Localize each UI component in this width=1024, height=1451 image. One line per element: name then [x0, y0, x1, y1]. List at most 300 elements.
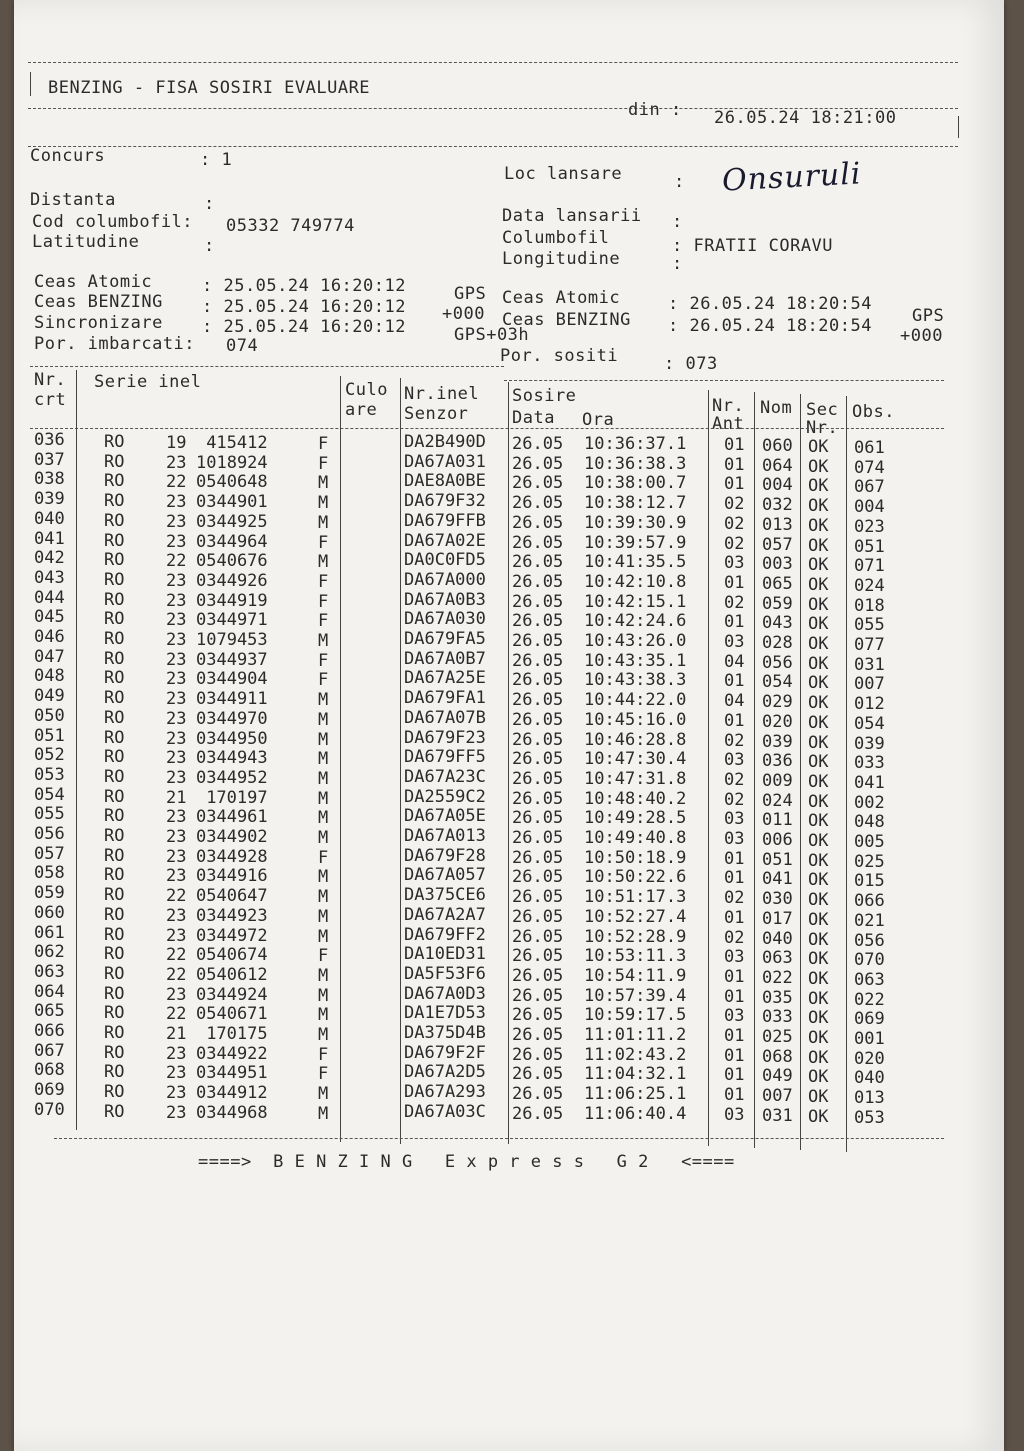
ceas-benzing-end-suffix: +000 — [900, 326, 943, 346]
cell-sex: M — [318, 493, 329, 514]
cell-an: 23 — [166, 1043, 187, 1064]
cell-an: 23 — [166, 669, 187, 690]
cell-senzor: DAE8A0BE — [404, 471, 486, 492]
cell-ant: 01 — [724, 868, 745, 889]
cell-sec: OK — [808, 870, 829, 891]
cell-tara: RO — [104, 766, 125, 787]
cell-inel: 0344902 — [196, 827, 268, 847]
cell-crt: 062 — [34, 942, 65, 963]
cell-sex: M — [318, 552, 329, 573]
cell-ant: 01 — [724, 612, 745, 633]
cell-inel: 170197 — [206, 787, 268, 808]
report-title: BENZING - FISA SOSIRI EVALUARE — [48, 78, 371, 98]
cell-sex: M — [318, 768, 329, 789]
cell-crt: 070 — [34, 1099, 65, 1120]
cell-senzor: DA67A293 — [404, 1082, 486, 1103]
cell-inel: 0344950 — [196, 728, 268, 749]
cell-sec: OK — [808, 791, 829, 812]
cell-data: 26.05 — [512, 532, 564, 553]
table-row — [14, 705, 1004, 734]
cell-obs: 024 — [854, 575, 885, 596]
cell-an: 23 — [166, 452, 187, 473]
header-senzor: Senzor — [404, 404, 469, 424]
cell-data: 26.05 — [512, 709, 564, 730]
cell-an: 22 — [166, 1004, 187, 1025]
cell-inel: 415412 — [206, 433, 268, 453]
cell-obs: 055 — [854, 615, 885, 636]
cell-inel: 0540676 — [196, 551, 268, 572]
cell-senzor: DA2B490D — [404, 432, 486, 452]
cell-data: 26.05 — [512, 434, 564, 454]
cell-data: 26.05 — [512, 946, 564, 967]
cell-ora: 10:43:35.1 — [584, 650, 687, 671]
longitudine-sep: : — [672, 254, 683, 274]
concurs-label: Concurs — [30, 146, 106, 166]
table-bottom-rule — [54, 1138, 944, 1139]
ceas-atomic-start-label: Ceas Atomic — [34, 272, 153, 292]
cell-an: 23 — [166, 807, 187, 828]
cell-sex: M — [318, 729, 329, 750]
cell-crt: 038 — [34, 469, 65, 490]
cell-crt: 054 — [34, 784, 65, 805]
cell-senzor: DA375D4B — [404, 1023, 486, 1043]
cell-an: 23 — [166, 531, 187, 552]
cell-senzor: DA67A031 — [404, 451, 486, 472]
cell-obs: 013 — [854, 1088, 885, 1109]
cell-ant: 02 — [724, 789, 745, 810]
cell-an: 22 — [166, 551, 187, 572]
cell-data: 26.05 — [512, 1064, 564, 1085]
table-row — [14, 1099, 1004, 1128]
cell-ora: 10:47:31.8 — [584, 768, 687, 789]
cell-sex: F — [318, 611, 329, 632]
table-row — [14, 764, 1004, 793]
cell-obs: 067 — [854, 477, 885, 498]
cell-ant: 01 — [724, 710, 745, 731]
cell-obs: 023 — [854, 516, 885, 537]
cell-crt: 044 — [34, 587, 65, 608]
cell-inel: 0540671 — [196, 1004, 268, 1025]
cell-inel: 0344904 — [196, 669, 268, 690]
cell-inel: 1079453 — [196, 630, 268, 650]
cell-inel: 0344964 — [196, 531, 268, 552]
cell-senzor: DA67A2D5 — [404, 1062, 486, 1083]
cell-senzor: DA67A030 — [404, 609, 486, 630]
imbarcati-value: 074 — [226, 336, 259, 356]
cell-nom: 040 — [762, 928, 793, 949]
table-row — [14, 961, 1004, 990]
cell-data: 26.05 — [512, 1005, 564, 1026]
cell-sex: M — [318, 709, 329, 730]
cell-obs: 001 — [854, 1029, 885, 1049]
cell-tara: RO — [104, 924, 125, 945]
cell-crt: 068 — [34, 1060, 65, 1081]
cell-sec: OK — [808, 456, 829, 477]
cell-inel: 0540647 — [196, 886, 268, 907]
cell-senzor: DA67A0B3 — [404, 589, 486, 610]
cell-crt: 047 — [34, 646, 65, 667]
cell-ora: 10:43:38.3 — [584, 670, 687, 691]
cell-tara: RO — [104, 629, 125, 649]
cell-nom: 057 — [762, 534, 793, 555]
cell-crt: 041 — [34, 528, 65, 549]
cell-senzor: DA679F23 — [404, 727, 486, 748]
cell-sex: F — [318, 453, 329, 474]
cell-crt: 053 — [34, 764, 65, 785]
cell-nom: 017 — [762, 908, 793, 929]
header-nr-ant: Nr. — [712, 396, 745, 416]
loc-lansare-label: Loc lansare — [504, 164, 623, 184]
cell-tara: RO — [104, 944, 125, 965]
table-row — [14, 469, 1004, 498]
cell-nom: 033 — [762, 1007, 793, 1028]
cell-inel: 0344924 — [196, 984, 268, 1005]
cell-data: 26.05 — [512, 1084, 564, 1105]
header-nom: Nom — [760, 398, 793, 418]
cell-sec: OK — [808, 1028, 829, 1048]
cell-ora: 10:42:10.8 — [584, 571, 687, 592]
cell-inel: 0344971 — [196, 610, 268, 631]
cell-inel: 0344912 — [196, 1083, 268, 1104]
cell-ant: 03 — [724, 947, 745, 968]
cell-inel: 0344923 — [196, 905, 268, 926]
cell-senzor: DA67A013 — [404, 826, 486, 846]
cell-ora: 10:50:18.9 — [584, 847, 687, 868]
cell-ant: 03 — [724, 750, 745, 771]
cell-senzor: DA67A057 — [404, 865, 486, 886]
cell-an: 23 — [166, 728, 187, 749]
cell-obs: 004 — [854, 497, 885, 518]
latitudine-label: Latitudine — [32, 232, 140, 252]
data-lansarii-sep: : — [672, 212, 683, 232]
cell-nom: 024 — [762, 790, 793, 811]
cell-crt: 061 — [34, 922, 65, 943]
cell-nom: 004 — [762, 475, 793, 496]
cell-data: 26.05 — [512, 512, 564, 533]
cell-data: 26.05 — [512, 768, 564, 789]
cell-ant: 02 — [724, 592, 745, 613]
cell-obs: 002 — [854, 792, 885, 813]
ceas-atomic-end-value: : 26.05.24 18:20:54 — [668, 294, 872, 314]
cell-data: 26.05 — [512, 808, 564, 829]
data-lansarii-label: Data lansarii — [502, 206, 642, 226]
cell-nom: 006 — [762, 830, 793, 850]
ceas-benzing-start-label: Ceas BENZING — [34, 292, 163, 312]
cell-an: 22 — [166, 945, 187, 966]
cell-crt: 064 — [34, 981, 65, 1002]
header-data: Data — [512, 408, 555, 428]
cod-columbofil-value: 05332 749774 — [226, 216, 355, 236]
cell-tara: RO — [104, 1023, 125, 1043]
header-nr-crt: Nr. — [34, 370, 67, 390]
header-right-border — [958, 116, 959, 138]
cell-nom: 025 — [762, 1027, 793, 1047]
cell-obs: 041 — [854, 772, 885, 793]
cell-sex: M — [318, 512, 329, 533]
cell-data: 26.05 — [512, 788, 564, 809]
cell-sex: M — [318, 690, 329, 711]
header-ora: Ora — [582, 410, 615, 430]
din-label: din : — [628, 100, 682, 120]
cell-obs: 053 — [854, 1107, 885, 1128]
cell-crt: 059 — [34, 883, 65, 904]
cell-senzor: DA679FA5 — [404, 629, 486, 649]
cell-inel: 0344916 — [196, 866, 268, 887]
cell-nom: 035 — [762, 987, 793, 1008]
cell-crt: 050 — [34, 705, 65, 726]
cell-sex: M — [318, 906, 329, 927]
cell-sex: F — [318, 434, 329, 454]
cell-ant: 01 — [724, 474, 745, 495]
cell-tara: RO — [104, 668, 125, 689]
cell-crt: 048 — [34, 666, 65, 687]
cell-ant: 04 — [724, 691, 745, 712]
cell-sec: OK — [808, 949, 829, 970]
cell-nom: 060 — [762, 436, 793, 456]
table-header-bottom-rule — [30, 428, 944, 429]
table-top-rule-right — [504, 380, 944, 381]
cell-ant: 01 — [724, 1065, 745, 1086]
cell-tara: RO — [104, 983, 125, 1004]
cell-sec: OK — [808, 1106, 829, 1127]
cell-inel: 0344911 — [196, 689, 268, 710]
cell-an: 23 — [166, 708, 187, 729]
cell-obs: 074 — [854, 457, 885, 478]
header-sec-2: Nr. — [806, 418, 839, 438]
cell-senzor: DA5F53F6 — [404, 963, 486, 984]
cell-tara: RO — [104, 471, 125, 492]
cell-tara: RO — [104, 826, 125, 846]
ceas-benzing-end-label: Ceas BENZING — [502, 310, 631, 330]
cell-sec: OK — [808, 988, 829, 1009]
table-row — [14, 666, 1004, 695]
cell-ora: 10:53:11.3 — [584, 946, 687, 967]
cell-ora: 10:51:17.3 — [584, 887, 687, 908]
cell-data: 26.05 — [512, 965, 564, 986]
cell-sec: OK — [808, 732, 829, 753]
cell-obs: 066 — [854, 891, 885, 912]
cell-tara: RO — [104, 727, 125, 748]
header-nr-ant-2: Ant — [712, 414, 745, 434]
cell-obs: 020 — [854, 1048, 885, 1069]
cod-columbofil-label: Cod columbofil: — [32, 212, 194, 232]
cell-obs: 070 — [854, 950, 885, 971]
cell-sec: OK — [808, 1008, 829, 1029]
cell-crt: 049 — [34, 686, 65, 707]
cell-an: 21 — [166, 787, 187, 808]
cell-obs: 021 — [854, 910, 885, 931]
cell-senzor: DA679FF5 — [404, 747, 486, 768]
cell-an: 23 — [166, 1102, 187, 1123]
footer-brand: ====> B E N Z I N G E x p r e s s G 2 <==== — [198, 1152, 735, 1172]
cell-nom: 007 — [762, 1086, 793, 1107]
cell-inel: 0344951 — [196, 1063, 268, 1084]
cell-an: 23 — [166, 610, 187, 631]
cell-an: 23 — [166, 748, 187, 769]
cell-an: 22 — [166, 472, 187, 493]
table-row — [14, 863, 1004, 892]
cell-nom: 028 — [762, 633, 793, 653]
cell-ora: 11:06:25.1 — [584, 1084, 687, 1105]
cell-crt: 069 — [34, 1080, 65, 1101]
cell-crt: 065 — [34, 1001, 65, 1022]
cell-crt: 037 — [34, 449, 65, 470]
sincronizare-label: Sincronizare — [34, 313, 163, 333]
cell-obs: 005 — [854, 832, 885, 852]
table-row — [14, 725, 1004, 754]
cell-senzor: DA1E7D53 — [404, 1003, 486, 1024]
cell-sex: M — [318, 926, 329, 947]
cell-inel: 0344928 — [196, 846, 268, 867]
cell-nom: 041 — [762, 869, 793, 890]
cell-senzor: DA679FA1 — [404, 688, 486, 709]
cell-obs: 031 — [854, 654, 885, 675]
cell-an: 23 — [166, 630, 187, 650]
cell-ora: 10:59:17.5 — [584, 1005, 687, 1026]
cell-obs: 039 — [854, 733, 885, 754]
cell-ant: 01 — [724, 572, 745, 593]
cell-senzor: DA67A0D3 — [404, 983, 486, 1004]
header-nr-crt-2: crt — [34, 390, 67, 410]
cell-an: 19 — [166, 433, 187, 453]
cell-senzor: DA67A000 — [404, 569, 486, 590]
cell-senzor: DA679FF2 — [404, 924, 486, 945]
cell-crt: 046 — [34, 627, 65, 647]
cell-obs: 022 — [854, 989, 885, 1010]
cell-sec: OK — [808, 811, 829, 832]
cell-ant: 01 — [724, 1026, 745, 1046]
sincronizare-suffix: GPS+03h — [454, 325, 530, 345]
cell-sex: M — [318, 808, 329, 829]
cell-senzor: DA375CE6 — [404, 885, 486, 906]
loc-lansare-sep: : — [674, 172, 685, 192]
cell-sex: M — [318, 1025, 329, 1045]
cell-ant: 02 — [724, 533, 745, 554]
cell-an: 23 — [166, 866, 187, 887]
cell-inel: 1018924 — [196, 452, 268, 473]
cell-sex: M — [318, 1103, 329, 1124]
cell-data: 26.05 — [512, 729, 564, 750]
cell-sex: F — [318, 591, 329, 612]
cell-tara: RO — [104, 963, 125, 984]
cell-crt: 043 — [34, 567, 65, 588]
table-row — [14, 567, 1004, 596]
cell-ora: 10:52:27.4 — [584, 906, 687, 927]
cell-sex: F — [318, 1064, 329, 1085]
latitudine-sep: : — [204, 236, 215, 256]
table-row — [14, 824, 1004, 852]
cell-ant: 03 — [724, 1006, 745, 1027]
cell-an: 23 — [166, 1063, 187, 1084]
cell-sex: M — [318, 828, 329, 848]
table-row — [14, 548, 1004, 577]
cell-sec: OK — [808, 929, 829, 950]
cell-data: 26.05 — [512, 847, 564, 868]
cell-crt: 063 — [34, 961, 65, 982]
cell-sex: M — [318, 1084, 329, 1105]
table-row — [14, 686, 1004, 715]
table-row — [14, 646, 1004, 675]
distanta-label: Distanta — [30, 190, 116, 210]
cell-sec: OK — [808, 831, 829, 851]
cell-data: 26.05 — [512, 453, 564, 474]
cell-ant: 02 — [724, 513, 745, 534]
cell-data: 26.05 — [512, 906, 564, 927]
cell-inel: 0344919 — [196, 590, 268, 611]
cell-data: 26.05 — [512, 887, 564, 908]
cell-an: 23 — [166, 827, 187, 847]
header-left-border — [30, 72, 31, 96]
cell-ora: 10:46:28.8 — [584, 729, 687, 750]
cell-sec: OK — [808, 693, 829, 714]
cell-crt: 052 — [34, 745, 65, 766]
cell-obs: 061 — [854, 438, 885, 458]
cell-nom: 003 — [762, 554, 793, 575]
cell-tara: RO — [104, 1062, 125, 1083]
cell-sec: OK — [808, 496, 829, 517]
cell-obs: 051 — [854, 536, 885, 557]
cell-ora: 11:06:40.4 — [584, 1103, 687, 1124]
cell-obs: 007 — [854, 674, 885, 695]
cell-nom: 065 — [762, 573, 793, 594]
table-top-rule-left — [30, 366, 504, 367]
table-row — [14, 883, 1004, 912]
cell-sec: OK — [808, 890, 829, 911]
header-sec: Sec — [806, 400, 839, 420]
cell-ant: 03 — [724, 553, 745, 574]
cell-tara: RO — [104, 1003, 125, 1024]
cell-nom: 032 — [762, 495, 793, 516]
table-row — [14, 784, 1004, 813]
cell-senzor: DA67A0B7 — [404, 648, 486, 669]
cell-ant: 02 — [724, 769, 745, 790]
cell-an: 23 — [166, 570, 187, 591]
cell-nom: 059 — [762, 593, 793, 614]
cell-crt: 036 — [34, 430, 65, 450]
cell-an: 23 — [166, 511, 187, 532]
concurs-value: : 1 — [200, 150, 233, 170]
cell-obs: 012 — [854, 694, 885, 715]
cell-sex: M — [318, 887, 329, 908]
header-nr-inel: Nr.inel — [404, 384, 480, 404]
cell-obs: 025 — [854, 851, 885, 872]
cell-sec: OK — [808, 437, 829, 457]
ceas-atomic-end-suffix: GPS — [912, 306, 945, 326]
cell-nom: 030 — [762, 889, 793, 910]
cell-ant: 02 — [724, 888, 745, 909]
cell-obs: 069 — [854, 1009, 885, 1030]
cell-tara: RO — [104, 1101, 125, 1122]
cell-nom: 051 — [762, 849, 793, 870]
cell-inel: 0540648 — [196, 472, 268, 493]
cell-ora: 10:49:40.8 — [584, 828, 687, 848]
cell-data: 26.05 — [512, 1103, 564, 1124]
cell-crt: 040 — [34, 508, 65, 529]
header-serie-inel: Serie inel — [94, 372, 202, 392]
cell-ant: 04 — [724, 651, 745, 672]
cell-inel: 0344926 — [196, 570, 268, 591]
cell-an: 23 — [166, 984, 187, 1005]
table-row — [14, 1001, 1004, 1030]
cell-inel: 170175 — [206, 1024, 268, 1044]
cell-crt: 042 — [34, 548, 65, 569]
header-sosire: Sosire — [512, 386, 577, 406]
cell-ora: 10:49:28.5 — [584, 808, 687, 829]
table-row — [14, 902, 1004, 931]
table-row — [14, 587, 1004, 616]
cell-tara: RO — [104, 1082, 125, 1103]
ceas-atomic-start-value: : 25.05.24 16:20:12 — [202, 276, 406, 296]
